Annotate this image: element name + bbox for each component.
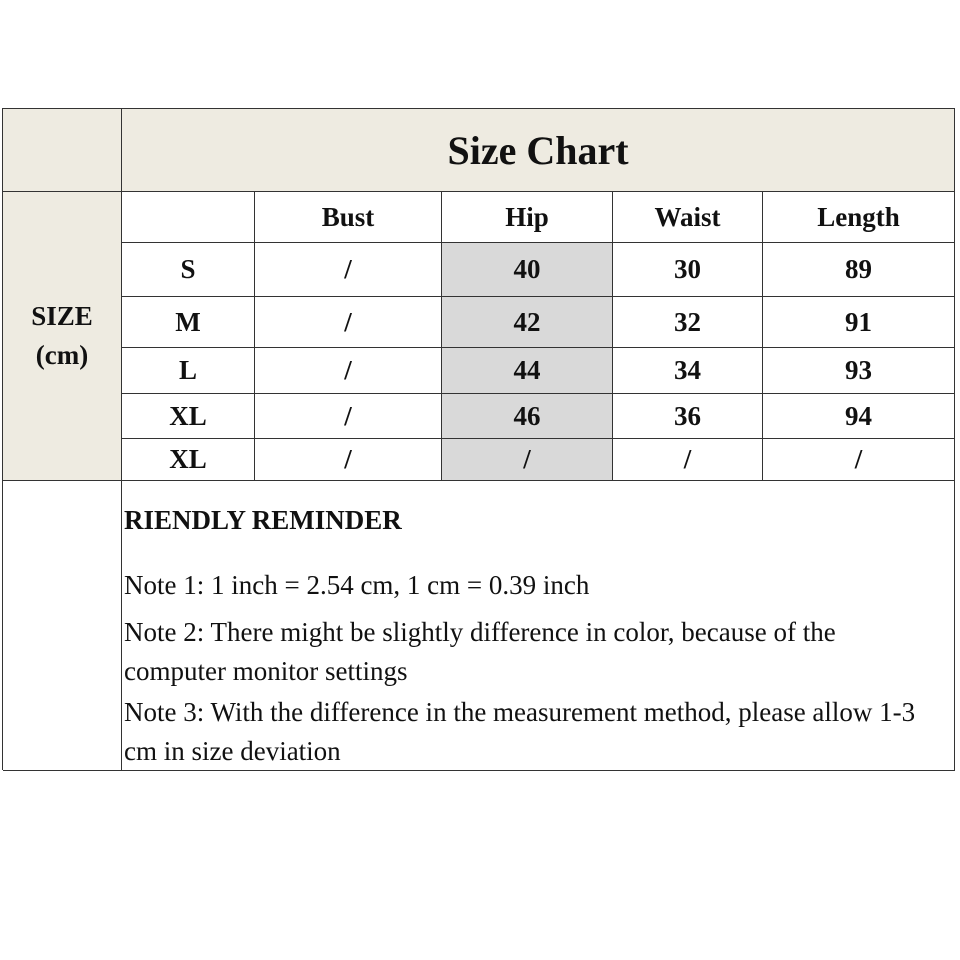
reminder-left-cell xyxy=(3,481,122,771)
bust-cell: / xyxy=(255,243,442,297)
size-cell: L xyxy=(122,348,255,394)
length-cell: 94 xyxy=(763,394,955,439)
hip-cell: / xyxy=(442,439,613,481)
reminder-panel xyxy=(122,481,955,771)
note-3: Note 3: With the difference in the measurement method, please allow 1-3 cm in size deviation xyxy=(124,697,916,766)
length-cell: 91 xyxy=(763,297,955,348)
waist-cell: 36 xyxy=(613,394,763,439)
waist-cell: / xyxy=(613,439,763,481)
size-unit-label xyxy=(3,192,122,481)
length-cell: 89 xyxy=(763,243,955,297)
size-cell: XL xyxy=(122,439,255,481)
reminder-title: RIENDLY REMINDER xyxy=(124,505,402,535)
header-length: Length xyxy=(763,192,955,243)
hip-cell: 40 xyxy=(442,243,613,297)
bust-cell: / xyxy=(255,348,442,394)
hip-cell: 42 xyxy=(442,297,613,348)
header-hip: Hip xyxy=(442,192,613,243)
corner-cell xyxy=(3,109,122,192)
waist-cell: 30 xyxy=(613,243,763,297)
header-waist: Waist xyxy=(613,192,763,243)
bust-cell: / xyxy=(255,394,442,439)
waist-cell: 34 xyxy=(613,348,763,394)
chart-title: Size Chart xyxy=(122,109,955,192)
size-cell: M xyxy=(122,297,255,348)
size-cell: XL xyxy=(122,394,255,439)
size-cell: S xyxy=(122,243,255,297)
header-bust: Bust xyxy=(255,192,442,243)
waist-cell: 32 xyxy=(613,297,763,348)
header-size-col xyxy=(122,192,255,243)
bust-cell: / xyxy=(255,439,442,481)
bust-cell: / xyxy=(255,297,442,348)
note-2: Note 2: There might be slightly difference in color, because of the computer monitor settings xyxy=(124,617,836,686)
length-cell: 93 xyxy=(763,348,955,394)
hip-cell: 46 xyxy=(442,394,613,439)
unit-label: (cm) xyxy=(35,340,89,370)
length-cell: / xyxy=(763,439,955,481)
hip-cell: 44 xyxy=(442,348,613,394)
note-1: Note 1: 1 inch = 2.54 cm, 1 cm = 0.39 inch xyxy=(124,570,590,600)
size-label: SIZE xyxy=(31,301,93,331)
size-chart-table xyxy=(2,108,955,770)
